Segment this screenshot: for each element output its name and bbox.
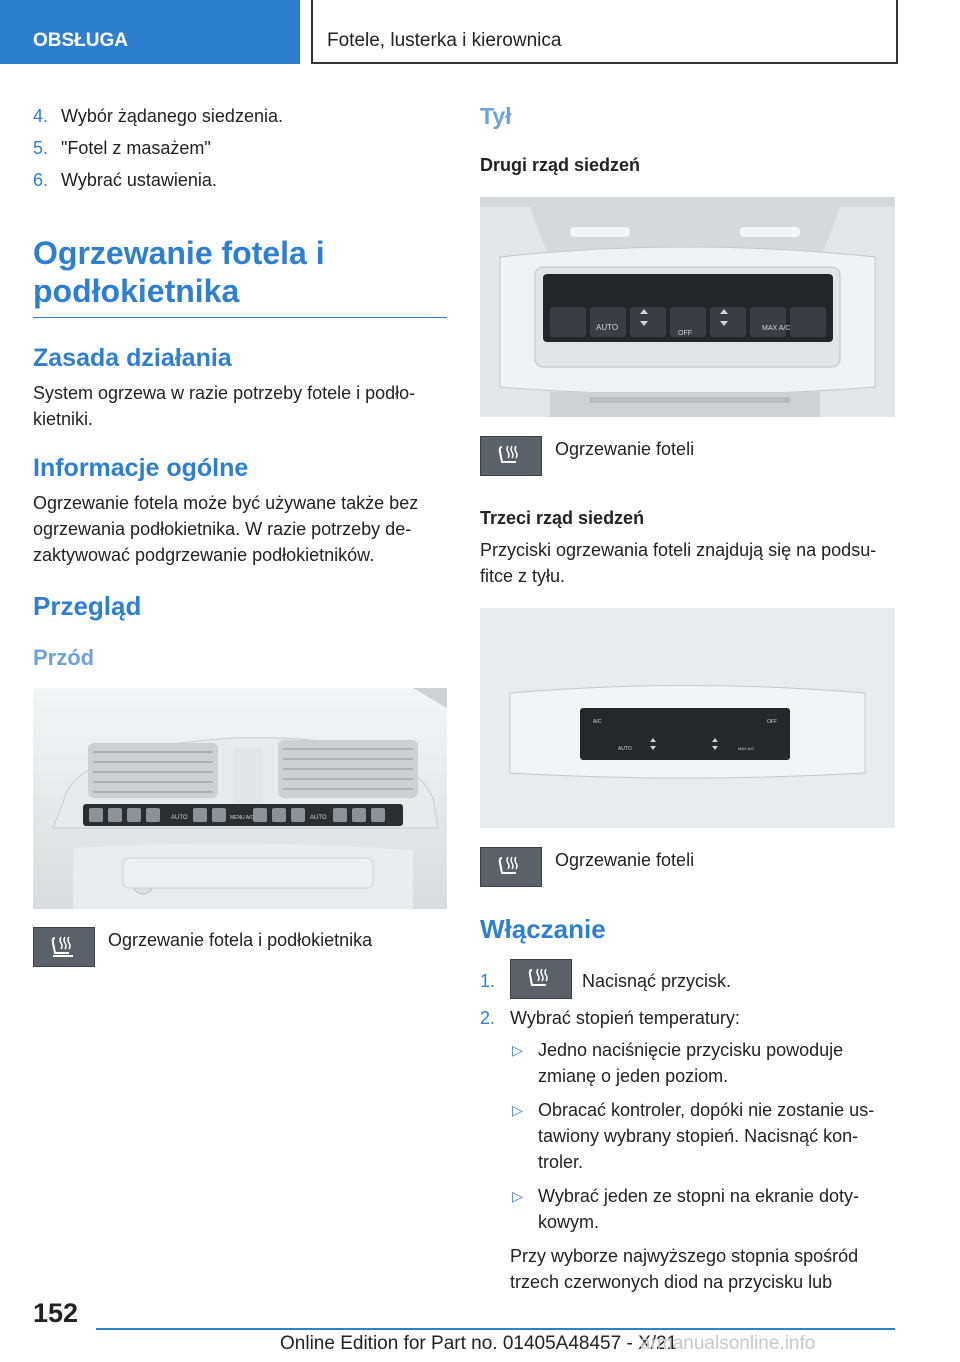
- front-panel-label: AUTO: [171, 815, 188, 821]
- section-title: Ogrzewanie fotela i podłokietnika: [33, 234, 447, 318]
- third-row-ceiling-illustration: [480, 608, 895, 828]
- rear-climate-panel: [543, 274, 833, 342]
- rear-panel-label: AUTO: [596, 323, 619, 332]
- edition-text: Online Edition for Part no. 01405A48457 - X/21: [280, 1333, 678, 1354]
- list-item: 6. Wybrać ustawienia.: [33, 170, 217, 190]
- second-row-console-photo: [480, 197, 895, 417]
- front-seat-heating-legend: [33, 927, 447, 975]
- switch-on-steps: [480, 959, 895, 1295]
- list-item: ▷ Wybrać jeden ze stopni na ekranie doty-kowym.: [510, 1183, 895, 1235]
- list-item: 5. "Fotel z masażem": [33, 138, 211, 158]
- numbered-steps: [33, 100, 447, 196]
- seat-heating-icon: [510, 959, 572, 999]
- front-panel-label: MENU A/C: [230, 815, 255, 821]
- rear-heading: Tył: [480, 103, 512, 129]
- temperature-options: [510, 1037, 895, 1235]
- footer-rule: [96, 1328, 895, 1330]
- list-item: ▷ Obracać kontroler, dopóki nie zostanie us-tawiony wybrany stopień. Nacisnąć kon-troler.: [510, 1097, 895, 1175]
- ceiling-panel-label: MAX A/C: [738, 746, 755, 751]
- general-text: Ogrzewanie fotela może być używane także bez ogrzewania podłokietnika. W razie potrzeby de-zaktywować podgrzewanie podłokietników.: [33, 493, 419, 565]
- front-heading: Przód: [33, 645, 95, 670]
- list-item: ▷ Jedno naciśnięcie przycisku powoduje zmianę o jeden poziom.: [510, 1037, 895, 1089]
- list-item: 4. Wybór żądanego siedzenia.: [33, 106, 283, 126]
- ceiling-panel-label: AUTO: [618, 746, 632, 752]
- second-row-heading: Drugi rząd siedzeń: [480, 155, 641, 175]
- section-tab: [0, 0, 300, 64]
- watermark: armanualsonline.info: [640, 1333, 816, 1354]
- left-column: [33, 100, 447, 975]
- front-console-illustration: [33, 688, 447, 909]
- second-row-icon-caption: Ogrzewanie foteli: [555, 439, 695, 459]
- section-label: OBSŁUGA: [33, 30, 128, 51]
- seat-heating-icon: [33, 927, 95, 967]
- third-row-seat-heating-legend: [480, 847, 895, 895]
- chapter-header: [311, 0, 898, 64]
- triangle-bullet-icon: ▷: [512, 1042, 523, 1058]
- switch-on-heading: Włączanie: [480, 914, 606, 944]
- front-panel-label: AUTO: [310, 815, 327, 821]
- ceiling-panel-label: A/C: [593, 719, 602, 725]
- list-item: 1. Nacisnąć przycisk.: [480, 959, 895, 997]
- right-air-vent: [278, 740, 418, 798]
- third-row-ceiling-photo: [480, 608, 895, 828]
- ceiling-panel-label: OFF: [767, 719, 777, 725]
- general-heading: Informacje ogólne: [33, 454, 249, 482]
- front-icon-caption: Ogrzewanie fotela i podłokietnika: [108, 930, 373, 950]
- rear-panel-label: MAX A/C: [762, 325, 791, 332]
- left-air-vent: [88, 743, 218, 798]
- overview-heading: Przegląd: [33, 591, 142, 621]
- third-row-icon-caption: Ogrzewanie foteli: [555, 850, 695, 870]
- list-item: 2. Wybrać stopień temperatury: ▷ Jedno naciśnięcie przycisku powoduje zmianę o jeden poziom. ▷ Obracać kontroler, dopóki nie zostanie us-tawiony wybrany stopień. Nacisnąć kon-troler. ▷ Wybrać jeden ze stopni na ekranie doty-kowym. Przy wyborze najwyższego stopnia spośród trzech czerwonych diod na przycisku lub: [480, 1005, 895, 1295]
- triangle-bullet-icon: ▷: [512, 1188, 523, 1204]
- seat-heating-icon: [480, 847, 542, 887]
- third-row-climate-panel: [580, 708, 790, 760]
- right-column: [480, 100, 895, 1295]
- front-climate-panel: [83, 804, 403, 826]
- page-number: 152: [33, 1298, 79, 1328]
- chapter-title: Fotele, lusterka i kierownica: [327, 30, 562, 51]
- closing-text: Przy wyborze najwyższego stopnia spośród trzech czerwonych diod na przycisku lub: [510, 1246, 859, 1292]
- second-row-console-illustration: [480, 197, 895, 417]
- seat-heating-icon: [480, 436, 542, 476]
- principle-heading: Zasada działania: [33, 344, 232, 372]
- rear-panel-label: OFF: [678, 330, 692, 337]
- triangle-bullet-icon: ▷: [512, 1102, 523, 1118]
- third-row-heading: Trzeci rząd siedzeń: [480, 508, 645, 528]
- third-row-text: Przyciski ogrzewania foteli znajdują się na podsu-fitce z tyłu.: [480, 540, 877, 586]
- front-console-photo: [33, 688, 447, 909]
- principle-text: System ogrzewa w razie potrzeby fotele i podło-kietniki.: [33, 383, 416, 429]
- second-row-seat-heating-legend: [480, 436, 895, 484]
